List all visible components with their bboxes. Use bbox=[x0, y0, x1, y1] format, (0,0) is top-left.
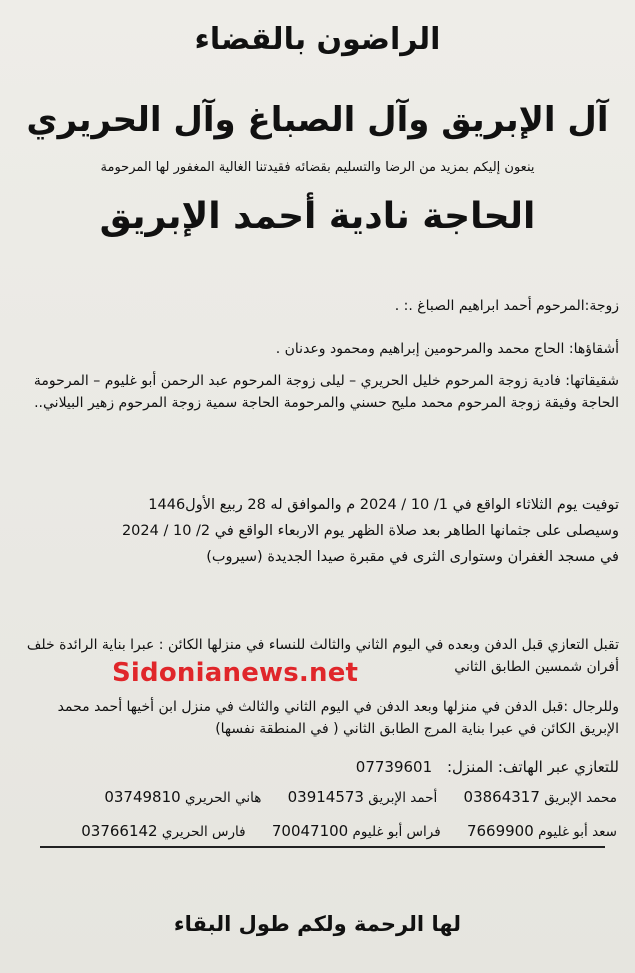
contact-phone: 70047100 bbox=[271, 822, 349, 840]
contact-phone: 03766142 bbox=[81, 822, 158, 840]
burial-line: في مسجد الغفران وستوارى الثرى في مقبرة صيدا الجديدة (سيروب) bbox=[206, 549, 619, 565]
men-condolences: وللرجال :قبل الدفن في منزلها وبعد الدفن في اليوم الثاني والثالث في منزل ابن أخيها أحمد محمد الإبريق الكائن في عبرا بناية المرج الطابق الثاني ( في المنطقة نفسها) bbox=[57, 699, 619, 737]
contact-name: فراس أبو غليوم bbox=[352, 824, 441, 840]
death-date-line: توفيت يوم الثلاثاء الواقع في 1/ 10 / 2024 م والموافق له 28 ربيع الأول1446 bbox=[148, 497, 619, 513]
closing-phrase: لها الرحمة ولكم طول البقاء bbox=[173, 912, 462, 936]
contact-phone: 03749810 bbox=[104, 788, 181, 806]
contact-name: محمد الإبريق bbox=[544, 790, 617, 806]
death-info bbox=[24, 492, 619, 570]
phone-condolences bbox=[24, 756, 619, 778]
contact-entry bbox=[464, 788, 617, 806]
contact-entry bbox=[81, 822, 245, 840]
families-heading: آل الإبريق وآل الصباغ وآل الحريري bbox=[26, 100, 609, 140]
contact-name: فارس الحريري bbox=[161, 824, 246, 840]
brothers-line: أشقاؤها: الحاج محمد والمرحومين إبراهيم ومحمود وعدنان . bbox=[275, 341, 619, 357]
funeral-prayer-line: وسيصلى على جثمانها الطاهر بعد صلاة الظهر يوم الاربعاء الواقع في 2/ 10 / 2024 bbox=[121, 523, 619, 539]
contacts-row-2 bbox=[40, 822, 617, 840]
contact-entry bbox=[467, 822, 617, 840]
women-condolences: تقبل التعازي قبل الدفن وبعده في اليوم الثاني والثالث للنساء في منزلها الكائن : عبرا بناية الرائدة خلف أفران شمسين الطابق الثاني bbox=[26, 637, 619, 675]
contact-entry bbox=[272, 822, 441, 840]
deceased-name: الحاجة نادية أحمد الإبريق bbox=[99, 196, 536, 237]
sisters-paragraph: شقيقاتها: فادية زوجة المرحوم خليل الحريري – ليلى زوجة المرحوم عبد الرحمن أبو غليوم – المرحومة الحاجة وفيقة زوجة المرحوم محمد مليح حسني والمرحومة الحاجة سمية زوجة المرحوم زهير البيلاني.. bbox=[33, 373, 619, 411]
contact-phone: 03864317 bbox=[463, 788, 540, 806]
contact-phone: 7669900 bbox=[466, 822, 534, 840]
contact-name: أحمد الإبريق bbox=[368, 790, 438, 806]
husband-line: زوجة:المرحوم أحمد ابراهيم الصباغ .: . bbox=[394, 298, 619, 314]
contact-phone: 03914573 bbox=[287, 788, 364, 806]
contact-name: هاني الحريري bbox=[184, 790, 262, 806]
contact-name: سعد أبو غليوم bbox=[538, 824, 617, 840]
phone-label: للتعازي عبر الهاتف: المنزل: bbox=[446, 758, 619, 776]
contacts-row-1 bbox=[40, 788, 617, 806]
opening-phrase: الراضون بالقضاء bbox=[194, 22, 441, 57]
home-phone-number: 07739601 bbox=[355, 758, 433, 776]
announcement-line: ينعون إليكم بمزيد من الرضا والتسليم بقضائه فقيدتنا الغالية المغفور لها المرحومة bbox=[100, 160, 535, 175]
contact-entry bbox=[104, 788, 261, 806]
site-watermark: Sidonianews.net bbox=[112, 658, 359, 688]
contact-entry bbox=[288, 788, 438, 806]
divider-line bbox=[40, 846, 605, 848]
